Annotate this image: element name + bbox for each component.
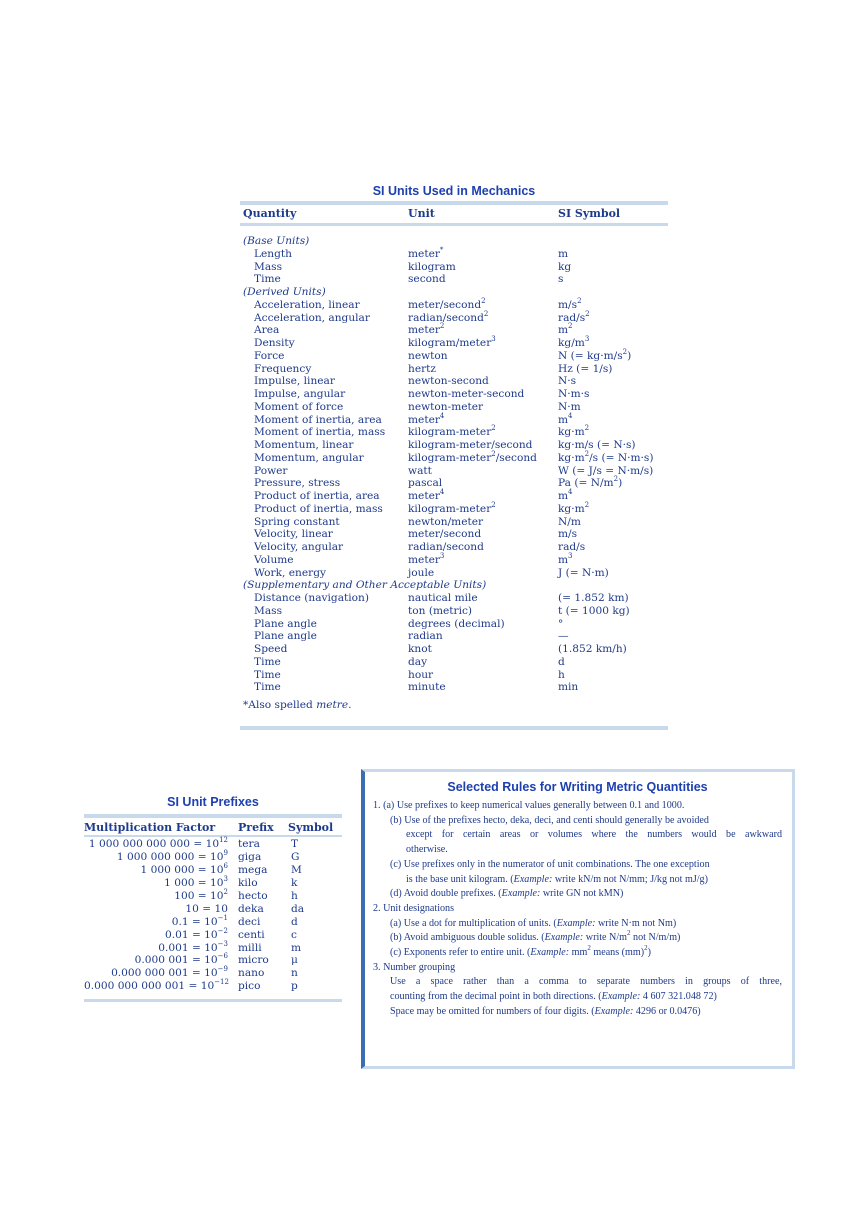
- symbol-cell: N·m: [558, 400, 581, 413]
- quantity-cell: Momentum, angular: [254, 451, 364, 464]
- table-row: [240, 500, 668, 516]
- table-row: [240, 273, 668, 286]
- factor-cell: 1 000 000 000 $000 = 10^{12}$: [88, 836, 228, 850]
- table-row: [240, 449, 668, 465]
- prefix-cell: kilo: [238, 876, 258, 889]
- table-row: [240, 567, 668, 580]
- quantity-cell: Mass: [254, 604, 283, 617]
- header-symbol: Symbol: [288, 821, 334, 834]
- symbol-cell: kg·m/s (= N·s): [558, 439, 636, 451]
- rule-line: (c) Exponents refer to entire unit. (Example: $mm^2$ means (mm)$^2$): [390, 944, 651, 959]
- unit-cell: watt: [408, 464, 432, 477]
- table-row: [240, 516, 668, 529]
- prefix-row: [84, 926, 342, 942]
- quantity-cell: Plane angle: [254, 630, 317, 643]
- table-row: [240, 324, 668, 337]
- table-row: [240, 528, 668, 541]
- unit-cell: kilogram: [408, 260, 456, 273]
- unit-cell: newton: [408, 349, 448, 362]
- symbol-cell: $m^3$: [558, 551, 573, 566]
- unit-cell: joule: [408, 566, 435, 579]
- unit-cell: knot: [408, 643, 432, 655]
- rule-line: except for certain areas or volumes where the numbers would be awkward: [406, 829, 782, 841]
- factor-cell: 1 $000 = 10^3$: [164, 874, 228, 889]
- prefix-symbol-cell: p: [291, 980, 298, 993]
- symbol-cell: (= 1.852 km): [558, 592, 629, 604]
- table-row: [240, 375, 668, 388]
- si-prefixes-table: [84, 793, 342, 1002]
- unit-cell: degrees (decimal): [408, 617, 505, 630]
- prefix-row: [84, 887, 342, 903]
- table-row: [240, 605, 668, 618]
- prefix-symbol-cell: da: [291, 902, 305, 915]
- table-row: [240, 477, 668, 490]
- symbol-cell: N/m: [558, 515, 581, 528]
- symbol-cell: rad/s: [558, 541, 586, 553]
- symbol-cell: $m^4$: [558, 488, 573, 502]
- header-rule: [240, 223, 668, 226]
- rule-line: (d) Avoid double prefixes. (Example: write GN not kMN): [390, 888, 624, 900]
- prefix-symbol-cell: n: [291, 967, 298, 980]
- prefix-row: [84, 967, 342, 980]
- footnote-suffix: .: [348, 699, 352, 711]
- table-row: [240, 337, 668, 350]
- header-multiplication-factor: Multiplication Factor: [84, 821, 216, 834]
- prefix-cell: nano: [238, 967, 265, 980]
- table-row: [240, 656, 668, 669]
- quantity-cell: Acceleration, linear: [254, 298, 360, 311]
- prefix-header-rule: [84, 835, 342, 837]
- table-row: [240, 401, 668, 414]
- prefix-row: [84, 838, 342, 851]
- table-row: [240, 669, 668, 682]
- prefix-cell: giga: [238, 850, 262, 863]
- symbol-cell: N·s: [558, 375, 577, 388]
- unit-cell: kilogram-meter$^2$/second: [408, 449, 537, 464]
- symbol-cell: $kg\cdot m^2/s$ (= N·m·s): [558, 449, 654, 464]
- quantity-cell: Plane angle: [254, 617, 317, 630]
- prefix-row: [84, 848, 342, 864]
- section-label: (Supplementary and Other Acceptable Units): [243, 579, 487, 592]
- unit-cell: kilogram/meter$^3$: [408, 335, 496, 349]
- symbol-cell: $kg/m^3$: [558, 335, 590, 349]
- prefix-symbol-cell: m: [291, 941, 302, 954]
- unit-cell: meter/second: [408, 528, 482, 541]
- unit-cell: ton (metric): [408, 604, 473, 617]
- prefix-cell: micro: [238, 954, 269, 967]
- quantity-cell: Distance (navigation): [254, 592, 370, 604]
- quantity-cell: Product of inertia, area: [254, 490, 380, 502]
- rule-line: Use a space rather than a comma to separate numbers in groups of three,: [390, 976, 782, 988]
- unit-cell: meter/second$^2$: [408, 296, 486, 311]
- section-label: (Base Units): [243, 235, 310, 247]
- symbol-cell: (1.852 km/h): [558, 643, 627, 655]
- table-row: [240, 261, 668, 274]
- footnote-text: *Also spelled: [243, 699, 317, 711]
- factor-cell: 10 = 10: [185, 902, 228, 915]
- symbol-cell: t (= 1000 kg): [558, 604, 630, 617]
- header-quantity: Quantity: [243, 207, 297, 220]
- prefix-row: [84, 980, 342, 993]
- factor-cell: 1 000 000 $000 = 10^9$: [116, 848, 228, 863]
- prefix-cell: centi: [238, 928, 265, 941]
- bottom-rule: [240, 726, 668, 730]
- prefix-symbol-cell: h: [291, 889, 298, 902]
- factor-cell: 0.000 000 000 $001 = 10^{-12}$: [84, 978, 229, 993]
- si-units-table: [240, 183, 668, 730]
- table-row: [240, 426, 668, 439]
- table-row: [240, 309, 668, 325]
- table-row: [240, 245, 668, 261]
- unit-cell: kilogram-meter$^2$: [408, 500, 496, 515]
- quantity-cell: Acceleration, angular: [254, 311, 370, 324]
- unit-cell: kilogram-meter$^2$: [408, 424, 496, 439]
- prefix-symbol-cell: μ: [291, 954, 298, 967]
- prefix-row: [84, 861, 342, 877]
- unit-cell: second: [408, 273, 446, 286]
- table-row: [240, 439, 668, 452]
- table-row: [240, 630, 668, 643]
- symbol-cell: $m/s^2$: [558, 296, 582, 311]
- prefix-symbol-cell: d: [291, 915, 298, 928]
- unit-cell: minute: [408, 681, 446, 694]
- table-row: [240, 490, 668, 503]
- unit-cell: pascal: [408, 477, 443, 490]
- quantity-cell: Time: [254, 273, 281, 286]
- quantity-cell: Length: [254, 247, 292, 260]
- prefix-table-body: [84, 838, 342, 993]
- header-prefix: Prefix: [238, 821, 274, 834]
- quantity-cell: Moment of inertia, mass: [254, 426, 386, 439]
- prefix-cell: mega: [238, 863, 268, 876]
- unit-cell: newton-second: [408, 375, 489, 388]
- unit-cell: newton/meter: [408, 515, 484, 528]
- unit-cell: meter$^2$: [408, 322, 445, 337]
- unit-cell: newton-meter: [408, 400, 484, 413]
- symbol-cell: Pa (= $N/m^2$): [558, 475, 623, 490]
- symbol-cell: h: [558, 668, 565, 681]
- table-row: [240, 643, 668, 656]
- unit-cell: hertz: [408, 362, 436, 375]
- unit-cell: meter$^4$: [408, 411, 445, 426]
- unit-cell: meter*: [408, 245, 444, 260]
- quantity-cell: Frequency: [254, 362, 312, 375]
- quantity-cell: Work, energy: [254, 566, 326, 579]
- table-row: [240, 347, 668, 363]
- quantity-cell: Speed: [254, 643, 288, 655]
- header-si-symbol: SI Symbol: [558, 207, 621, 220]
- symbol-cell: $kg\cdot m^2$: [558, 500, 590, 515]
- quantity-cell: Time: [254, 681, 281, 694]
- quantity-cell: Pressure, stress: [254, 477, 341, 490]
- table-row: [240, 296, 668, 312]
- quantity-cell: Density: [254, 337, 295, 349]
- table-row: [240, 411, 668, 427]
- prefix-symbol-cell: k: [291, 876, 298, 889]
- rule-line: counting from the decimal point in both directions. (Example: 4 607 321.048 72): [390, 991, 717, 1003]
- symbol-cell: s: [558, 273, 564, 286]
- symbol-cell: min: [558, 681, 579, 694]
- unit-cell: newton-meter-second: [408, 388, 525, 400]
- quantity-cell: Volume: [254, 553, 294, 566]
- quantity-cell: Impulse, linear: [254, 375, 335, 388]
- si-prefixes-title: SI Unit Prefixes: [167, 795, 259, 809]
- prefix-cell: deci: [238, 915, 261, 928]
- footnote-word: metre: [316, 699, 349, 711]
- prefix-symbol-cell: T: [291, 838, 299, 850]
- table-row: [240, 363, 668, 376]
- symbol-cell: $kg\cdot m^2$: [558, 424, 590, 439]
- rule-line: 3. Number grouping: [373, 961, 456, 973]
- symbol-cell: W (= J/s = N·m/s): [558, 464, 654, 477]
- symbol-cell: —: [558, 630, 569, 643]
- quantity-cell: Mass: [254, 260, 283, 273]
- quantity-cell: Velocity, angular: [254, 541, 344, 553]
- prefix-cell: deka: [238, 902, 264, 915]
- prefix-row: [84, 954, 342, 967]
- factor-cell: $0.1 = 10^{-1}$: [171, 913, 228, 928]
- quantity-cell: Impulse, angular: [254, 388, 346, 400]
- prefix-cell: tera: [238, 838, 260, 850]
- prefix-row: [84, 913, 342, 929]
- unit-cell: meter$^4$: [408, 488, 445, 502]
- unit-cell: hour: [408, 668, 434, 681]
- section-label: (Derived Units): [243, 286, 326, 298]
- table-row: [240, 551, 668, 567]
- quantity-cell: Time: [254, 668, 281, 681]
- symbol-cell: N·m·s: [558, 388, 590, 400]
- rule-line: Space may be omitted for numbers of four digits. (Example: 4296 or 0.0476): [390, 1005, 701, 1017]
- metric-rules-list: [373, 799, 782, 1020]
- unit-cell: day: [408, 655, 428, 668]
- prefix-symbol-cell: c: [291, 928, 297, 941]
- symbol-cell: rad/$s^2$: [558, 309, 590, 324]
- unit-cell: kilogram-meter/second: [408, 439, 533, 451]
- symbol-cell: kg: [558, 260, 572, 273]
- factor-cell: $0.001 = 10^{-3}$: [158, 939, 228, 954]
- symbol-cell: m/s: [558, 528, 578, 541]
- prefix-cell: milli: [238, 941, 262, 954]
- table-row: [240, 465, 668, 478]
- rule-line: otherwise.: [406, 844, 448, 856]
- rule-line: (b) Avoid ambiguous double solidus. (Example: write $N/m^2$ not N/m/m): [390, 929, 681, 944]
- rule-line: 1. (a) Use prefixes to keep numerical values generally between 0.1 and 1000.: [373, 800, 685, 811]
- unit-cell: meter$^3$: [408, 551, 445, 566]
- quantity-cell: Spring constant: [254, 515, 340, 528]
- unit-cell: radian/second: [408, 541, 484, 553]
- rule-line: (b) Use of the prefixes hecto, deka, deci, and centi should generally be avoided: [390, 814, 709, 826]
- prefix-cell: pico: [238, 980, 261, 993]
- table-row: [240, 681, 668, 694]
- symbol-cell: d: [558, 655, 565, 668]
- quantity-cell: Moment of inertia, area: [254, 413, 382, 426]
- prefix-row: [84, 939, 342, 955]
- rule-line: is the base unit kilogram. (Example: write kN/m not N/mm; J/kg not mJ/g): [406, 873, 708, 885]
- si-units-table-title: SI Units Used in Mechanics: [372, 184, 536, 198]
- rule-line: (a) Use a dot for multiplication of units. (Example: write N·m not Nm): [390, 917, 677, 929]
- unit-cell: radian: [408, 630, 443, 643]
- symbol-cell: J (= N·m): [558, 566, 609, 579]
- quantity-cell: Product of inertia, mass: [254, 502, 383, 515]
- quantity-cell: Time: [254, 655, 281, 668]
- quantity-cell: Velocity, linear: [254, 528, 333, 541]
- table-row: [240, 618, 668, 631]
- quantity-cell: Moment of force: [254, 400, 344, 413]
- prefix-row: [84, 874, 342, 890]
- prefix-symbol-cell: M: [291, 863, 302, 876]
- factor-cell: $0.01 = 10^{-2}$: [164, 926, 228, 941]
- symbol-cell: °: [558, 617, 564, 630]
- symbol-cell: m: [558, 247, 569, 260]
- factor-cell: $100 = 10^2$: [174, 887, 228, 902]
- table-row: [240, 592, 668, 605]
- footnote: [240, 698, 668, 712]
- symbol-cell: N (= $kg\cdot m/s^2$): [558, 347, 632, 362]
- unit-cell: nautical mile: [408, 592, 478, 604]
- symbol-cell: $m^4$: [558, 411, 573, 426]
- metric-rules-box: [361, 769, 795, 1069]
- quantity-cell: Force: [254, 349, 285, 362]
- prefix-symbol-cell: G: [291, 850, 300, 863]
- prefix-header-row: [84, 820, 342, 835]
- factor-cell: 1 000 $000 = 10^6$: [140, 861, 228, 876]
- si-units-table-body: [240, 235, 668, 694]
- factor-cell: 0.000 000 $001 = 10^{-9}$: [111, 965, 228, 980]
- quantity-cell: Power: [254, 464, 288, 477]
- prefix-bottom-rule: [84, 999, 342, 1002]
- symbol-cell: Hz (= 1/s): [558, 362, 613, 375]
- prefix-top-rule: [84, 814, 342, 818]
- table-row: [240, 541, 668, 554]
- symbol-cell: $m^2$: [558, 322, 573, 337]
- factor-cell: 0.000 $001 = 10^{-6}$: [134, 952, 228, 967]
- header-unit: Unit: [408, 207, 435, 220]
- table-header-row: [240, 205, 668, 222]
- prefix-cell: hecto: [238, 889, 268, 902]
- rule-line: 2. Unit designations: [373, 902, 455, 914]
- quantity-cell: Momentum, linear: [254, 439, 354, 451]
- prefix-row: [84, 903, 342, 916]
- rule-line: (c) Use prefixes only in the numerator of unit combinations. The one exception: [390, 858, 710, 870]
- table-row: [240, 388, 668, 401]
- metric-rules-title: Selected Rules for Writing Metric Quantities: [447, 780, 708, 794]
- unit-cell: radian/second$^2$: [408, 309, 489, 324]
- quantity-cell: Area: [254, 324, 280, 337]
